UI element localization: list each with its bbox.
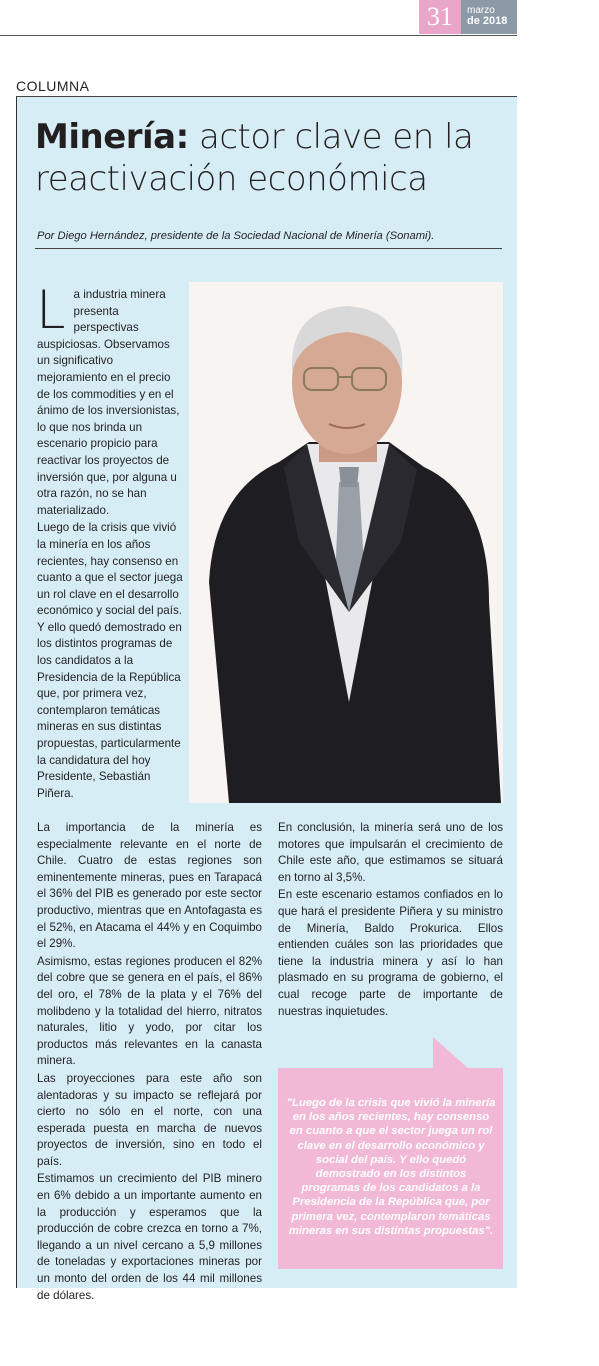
pullquote-text: "Luego de la crisis que vivió la minería en los años recientes, hay consenso en cuanto a que el sector juega un rol clave en el desarrollo económico y social del país. Y ello quedó demostrado en los distintos programas de los candidatos a la Presidencia de la República que, por primera vez, contemplaron temáticas mineras en sus distintas propuestas". <box>286 1097 496 1237</box>
body-column-1 <box>36 280 185 803</box>
body-paragraph: En este escenario estamos confiados en lo que hará el presidente Piñera y su ministro de Minería, Baldo Prokurica. Ellos entienden cuáles son las prioridades que tiene la industria minera y así lo han plasmado en su programa de gobierno, el cual recoge parte de importante de nuestras inquietudes. <box>278 888 503 1018</box>
page-number: 31 <box>419 0 461 34</box>
body-column-2 <box>37 820 262 1305</box>
body-paragraph: En conclusión, la minería será uno de los motores que impulsarán el crecimiento de Chile este año, que estimamos se situará en torno al 3,5%. <box>278 821 503 884</box>
body-paragraph: Las proyecciones para este año son alentadoras y su impacto se reflejará por cierto no sólo en el norte, con una esperada puesta en marcha de nuevos proyectos de inversión, sino en todo el país. <box>37 1071 262 1168</box>
title-rest: actor clave en la reactivación económica <box>35 117 474 199</box>
issue-date <box>461 0 517 34</box>
byline-rule <box>35 248 502 249</box>
author-photo <box>189 282 503 803</box>
body-paragraph: Luego de la crisis que vivió la minería en los años recientes, hay consenso en cuanto a que el sector juega un rol clave en el desarrollo económico y social del país. Y ello quedó demostrado en los distintos programas de los candidatos a la Presidencia de la República que, por primera vez, contemplaron temáticas mineras en sus distintas propuestas, particularmente la candidatura del hoy Presidente, Sebastián Piñera. <box>37 521 183 800</box>
issue-year: de 2018 <box>467 15 508 27</box>
body-column-3 <box>278 820 503 1021</box>
byline: Por Diego Hernández, presidente de la Sociedad Nacional de Minería (Sonami). <box>37 230 435 242</box>
drop-cap: L <box>36 280 66 341</box>
pullquote-pointer <box>433 1037 469 1069</box>
article-title <box>35 116 505 200</box>
body-paragraph: Estimamos un crecimiento del PIB minero en 6% debido a un importante aumento en la producción y esperamos que la producción de cobre crezca en torno a 7%, llegando a un nivel cercano a 5,9 millones de toneladas y exportaciones mineras por un monto del orden de los 44 mil millones de dólares. <box>37 1172 262 1302</box>
title-bold: Minería: <box>35 117 189 157</box>
paragraph-text: a industria minera presenta perspectivas auspiciosas. Observamos un significativo mejoramiento en el precio de los commodities y en el ánimo de los inversionistas, lo que nos brinda un escenario propicio para reactivar los proyectos de inversión que, por alguna u otra razón, no se han materializado. <box>37 288 180 517</box>
section-label: COLUMNA <box>16 78 90 94</box>
body-paragraph: La importancia de la minería es especialmente relevante en el norte de Chile. Cuatro de estas regiones son eminentemente mineras, pues en Tarapacá el 36% del PIB es generado por este sector productivo, mientras que en Antofagasta es el 52%, en Atacama el 44% y en Coquimbo el 29%. <box>37 821 262 951</box>
portrait-illustration <box>189 282 503 803</box>
section-rule <box>16 96 517 97</box>
issue-month: marzo <box>467 5 495 16</box>
header-rule <box>0 35 517 36</box>
panel-left-rule <box>16 97 17 1288</box>
body-paragraph: Asimismo, estas regiones producen el 82% del cobre que se genera en el país, el 86% del oro, el 78% de la plata y el 76% del molibdeno y la totalidad del hierro, nitratos naturales, litio y yodo, por citar los productos más relevantes en la canasta minera. <box>37 954 262 1068</box>
body-paragraph <box>36 280 185 519</box>
